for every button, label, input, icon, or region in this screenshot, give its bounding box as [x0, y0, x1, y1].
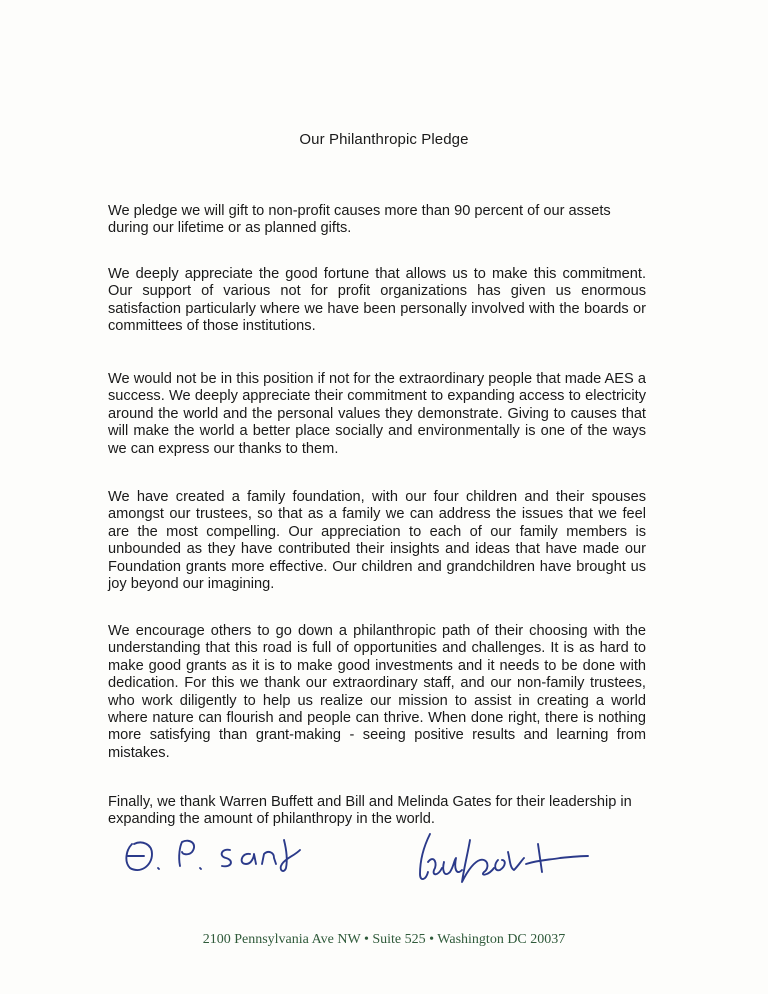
signature-right — [398, 830, 590, 890]
paragraph-encourage: We encourage others to go down a philanthropic path of their choosing with the understanding that this road is full of opportunities and challenges. It is as hard to make good grants as it is to make good investments and it needs to be done with dedication. For this we thank our extraordinary staff, and our non-family trustees, who work diligently to help us realize our mission to assist in creating a world where nature can flourish and people can thrive. When done right, there is nothing more satisfying than grant-making - seeing positive results and learning from mistakes. — [108, 623, 646, 761]
paragraph-family-foundation: We have created a family foundation, with our four children and their spouses amongst our trustees, so that as a family we can address the issues that we feel are the most compelling. Our appreciation to each of our family members is unbounded as they have contributed their insights and ideas that have made our Foundation grants more effective. Our children and grandchildren have brought us joy beyond our imagining. — [108, 489, 646, 593]
footer-address: 2100 Pennsylvania Ave NW • Suite 525 • Washington DC 20037 — [202, 932, 566, 947]
signature-left — [118, 830, 308, 882]
paragraph-thanks: Finally, we thank Warren Buffett and Bill and Melinda Gates for their leadership in expanding the amount of philanthropy in the world. — [108, 794, 632, 828]
paragraph-appreciation: We deeply appreciate the good fortune that allows us to make this commitment. Our support of various not for profit organizations has given us enormous satisfaction particularly where we have been personally involved with the boards or committees of those institutions. — [108, 266, 646, 335]
page-title: Our Philanthropic Pledge — [299, 131, 469, 148]
paragraph-aes: We would not be in this position if not for the extraordinary people that made AES a success. We deeply appreciate their commitment to expanding access to electricity around the world and the personal values they demonstrate. Giving to causes that will make the world a better place socially and environmentally is one of the ways we can express our thanks to them. — [108, 371, 646, 457]
paragraph-pledge: We pledge we will gift to non-profit causes more than 90 percent of our assets during our lifetime or as planned gifts. — [108, 203, 611, 237]
